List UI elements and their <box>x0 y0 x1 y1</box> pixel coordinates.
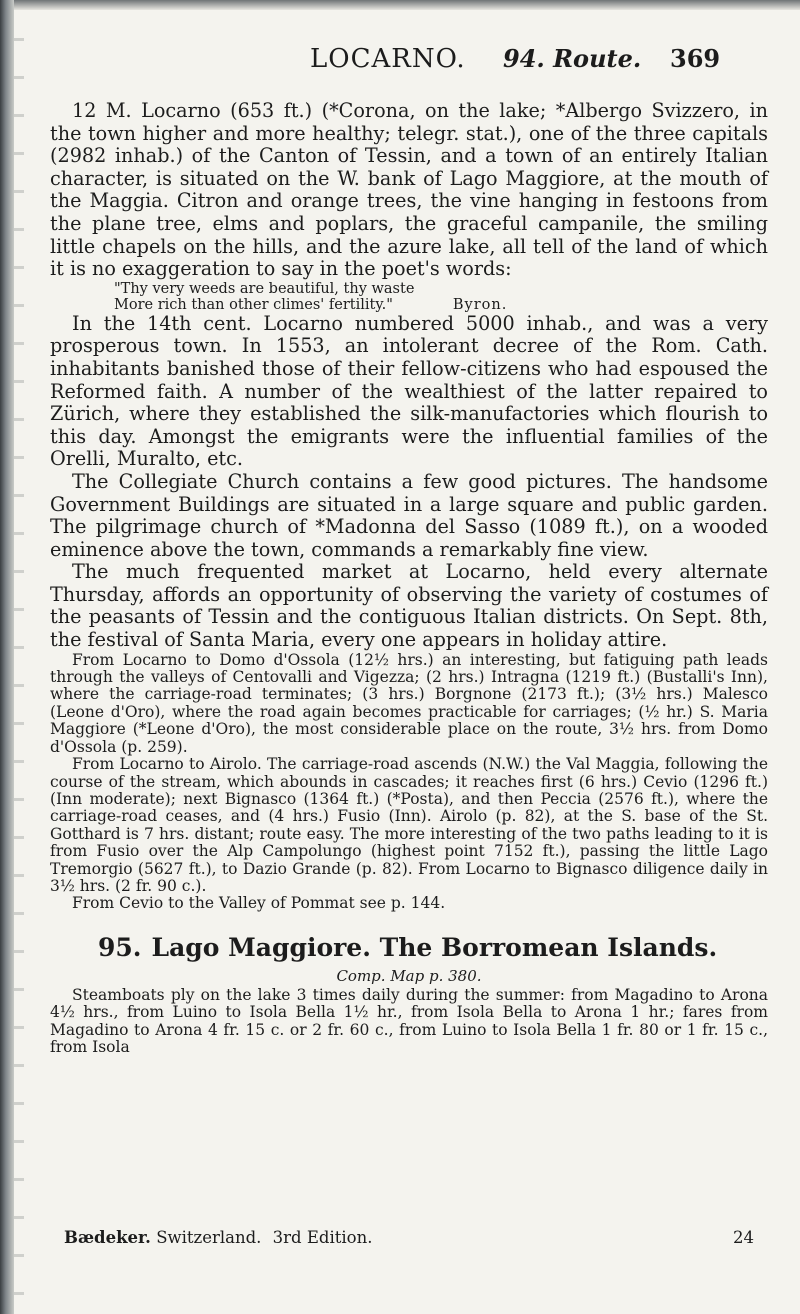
poem-quote-line-2-text: More rich than other climes' fertility." <box>114 296 393 313</box>
body-text <box>50 100 768 1056</box>
section-title: Lago Maggiore. The Borromean Islands. <box>151 932 718 962</box>
entry-12-locarno: 12 M. Locarno (653 ft.) (*Corona, on the lake; *Albergo Svizzero, in the town higher and more healthy; telegr. stat.), one of the three capitals (2982 inhab.) of the Canton of Tessin, and a town of an entirely Italian character, is situated on the W. bank of Lago Maggiore, at the mouth of the Maggia. Citron and orange trees, the vine hanging in festoons from the plane tree, elms and poplars, the graceful campanile, the smiling little chapels on the hills, and the azure lake, all tell of the land of which it is no exaggeration to say in the poet's words: <box>50 99 768 281</box>
poem-quote-line-2 <box>114 297 768 313</box>
paragraph-history: In the 14th cent. Locarno numbered 5000 inhab., and was a very prosperous town. In 1553, an intolerant decree of the Rom. Cath. inhabitants banished those of their fellow-citizens who had espoused the Reformed faith. A number of the wealthiest of the latter repaired to Zürich, where they established the silk-manufactories which flourish to this day. Amongst the emigrants were the influential families of the Orelli, Muralto, etc. <box>50 311 768 471</box>
footer-book: Switzerland. <box>156 1228 262 1247</box>
section-heading <box>50 933 768 963</box>
section-number: 95. <box>98 932 142 962</box>
page-number: 369 <box>670 44 721 73</box>
footer-publisher: Bædeker. <box>64 1228 151 1247</box>
paragraph-cevio-route: From Cevio to the Valley of Pommat see p. 144. <box>72 894 446 913</box>
running-head <box>30 0 770 74</box>
paragraph-domo-route: From Locarno to Domo d'Ossola (12½ hrs.) an interesting, but fatiguing path leads through the valleys of Centovalli and Vigezza; (2 hrs.) Intragna (1219 ft.) (Bustalli's Inn), where the carriage-road terminates; (3 hrs.) Borgnone (2173 ft.); (3½ hrs.) Malesco (Leone d'Oro), where the road again becomes practicable for carriages; (½ hr.) S. Maria Maggiore (*Leone d'Oro), the most considerable place on the route, 3½ hrs. from Domo d'Ossola (p. 259). <box>50 650 768 756</box>
paragraph-steamboats: Steamboats ply on the lake 3 times daily during the summer: from Magadino to Arona 4½ hrs., from Luino to Isola Bella 1½ hr., from Isola Bella to Arona 1 hr.; fares from Magadino to Arona 4 fr. 15 c. or 2 fr. 60 c., from Luino to Isola Bella 1 fr. 80 or 1 fr. 15 c., from Isola <box>50 985 768 1056</box>
footer-signature: 24 <box>733 1228 754 1247</box>
running-head-route: 94. Route. <box>503 44 642 73</box>
quote-attribution: Byron. <box>452 296 508 313</box>
running-head-title: LOCARNO. <box>310 44 466 74</box>
book-page <box>30 0 770 1247</box>
poem-quote-line-1: "Thy very weeds are beautiful, thy waste <box>114 280 415 297</box>
book-binding-shadow <box>0 0 14 1314</box>
paragraph-buildings: The Collegiate Church contains a few good pictures. The handsome Government Buildings are situated in a large square and public garden. The pilgrimage church of *Madonna del Sasso (1089 ft.), on a wooded eminence above the town, commands a remarkably fine view. <box>50 469 768 561</box>
paragraph-market: The much frequented market at Locarno, held every alternate Thursday, affords an opportunity of observing the variety of costumes of the peasants of Tessin and the contiguous Italian districts. On Sept. 8th, the festival of Santa Maria, every one appears in holiday attire. <box>50 560 768 652</box>
section-map-reference: Comp. Map p. 380. <box>336 966 482 985</box>
binding-stitch-marks <box>14 0 24 1314</box>
footer-edition: 3rd Edition. <box>272 1228 373 1247</box>
page-footer <box>64 1228 754 1247</box>
paragraph-airolo-route: From Locarno to Airolo. The carriage-road ascends (N.W.) the Val Maggia, following the course of the stream, which abounds in cascades; it reaches first (6 hrs.) Cevio (1296 ft.) (Inn moderate); next Bignasco (1364 ft.) (*Posta), and then Peccia (2576 ft.), where the carriage-road ceases, and (4 hrs.) Fusio (Inn). Airolo (p. 82), at the S. base of the St. Gotthard is 7 hrs. distant; route easy. The more interesting of the two paths leading to it is from Fusio over the Alp Campolungo (highest point 7152 ft.), passing the little Lago Tremorgio (5627 ft.), to Dazio Grande (p. 82). From Locarno to Bignasco diligence daily in 3½ hrs. (2 fr. 90 c.). <box>50 755 768 895</box>
